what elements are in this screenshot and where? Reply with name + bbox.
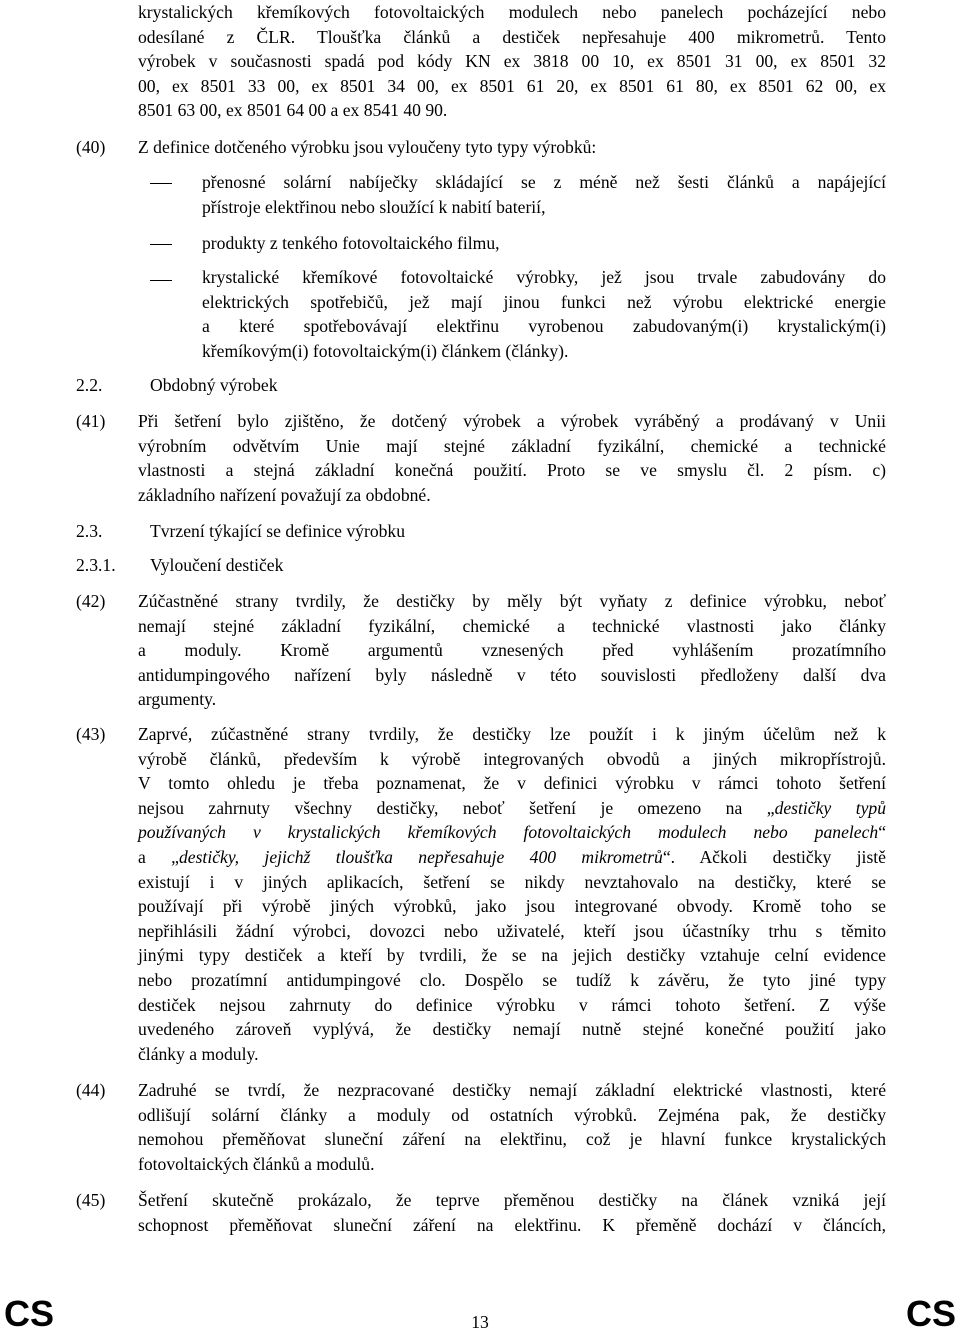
paragraph-number: (43): [76, 724, 106, 744]
quote-close: “: [878, 822, 886, 843]
text-line: jinými typy destiček a kteří by tvrdili, že se na jejich destičky vztahuje celní evidence: [138, 945, 886, 966]
bullet-item: [202, 265, 886, 363]
text-line: nemohou přeměňovat sluneční záření na elektřinu, což je hlavní funkce krystalických: [138, 1129, 886, 1150]
bullet-item: [202, 170, 886, 219]
section-number: 2.3.: [76, 521, 103, 541]
text-line: uvedeného zároveň vyplývá, že destičky nemají nutně stejné konečné použití jako: [138, 1019, 886, 1040]
text-line: Z definice dotčeného výrobku jsou vyloučeny tyto typy výrobků:: [138, 137, 597, 157]
text-fragment: “. Ačkoli destičky jistě: [662, 846, 886, 867]
text-line: produkty z tenkého fotovoltaického filmu,: [202, 233, 500, 253]
section-number: 2.2.: [76, 375, 103, 395]
paragraph-number: (41): [76, 411, 106, 431]
section-title: Obdobný výrobek: [150, 375, 278, 395]
text-line: krystalické křemíkové fotovoltaické výrobky, jež jsou trvale zabudovány do: [202, 267, 886, 287]
section-number: 2.3.1.: [76, 555, 116, 575]
text-line: [138, 820, 886, 845]
text-line: používají při výrobě jiných výrobků, jako jsou integrované obvody. Kromě toho se: [138, 896, 886, 917]
section-heading: [76, 373, 278, 398]
paragraph-41: [138, 409, 886, 507]
text-line: Zadruhé se tvrdí, že nezpracované destičky nemají základní elektrické vlastnosti, které: [138, 1080, 886, 1100]
text-line: články a moduly.: [138, 1043, 259, 1064]
paragraph-number: (44): [76, 1080, 106, 1100]
text-line: základního nařízení považují za obdobné.: [138, 484, 431, 505]
text-line: Zúčastněné strany tvrdily, že destičky by měly být vyňaty z definice výrobku, neboť: [138, 591, 886, 611]
text-line: 8501 63 00, ex 8501 64 00 a ex 8541 40 90.: [138, 100, 448, 121]
text-line: antidumpingového nařízení byly následně v této souvislosti předloženy další dva: [138, 664, 886, 685]
section-title: Vyloučení destiček: [150, 555, 284, 575]
text-line: odesílané z ČLR. Tloušťka článků a destiček nepřesahuje 400 mikrometrů. Tento: [138, 26, 886, 47]
dash-bullet: [150, 183, 172, 184]
text-line: elektrických spotřebičů, jež mají jinou funkci než výrobu elektrické energie: [202, 291, 886, 312]
text-line: [138, 845, 886, 870]
paragraph-number: (42): [76, 591, 106, 611]
paragraph-44: [138, 1078, 886, 1176]
paragraph-43: [138, 722, 886, 1066]
text-line: krystalických křemíkových fotovoltaických modulech nebo panelech pocházející nebo: [138, 2, 886, 22]
text-line: vlastnosti a stejná základní konečná použití. Proto se ve smyslu čl. 2 písm. c): [138, 460, 886, 481]
quote-open: „: [766, 797, 775, 818]
page-number: 13: [471, 1312, 489, 1332]
paragraph-40: [138, 135, 886, 160]
text-line: Šetření skutečně prokázalo, že teprve přeměnou destičky na článek vzniká její: [138, 1190, 886, 1210]
text-line: výrobek v současnosti spadá pod kódy KN ex 3818 00 10, ex 8501 31 00, ex 8501 32: [138, 51, 886, 72]
quote-open: „: [171, 846, 179, 867]
text-line: přenosné solární nabíječky skládající se z méně než šesti článků a napájející: [202, 172, 886, 192]
text-line: nepřihlásili žádní výrobci, dovozci nebo uživatelé, kteří jsou účastníky trhu s těmito: [138, 920, 886, 941]
text-line: [138, 796, 886, 821]
footer-language-code-left: CS: [4, 1293, 55, 1334]
footer-language-code-right: CS: [905, 1293, 956, 1334]
text-fragment: a: [138, 846, 146, 867]
text-line: existují i v jiných aplikacích, šetření se nikdy nevztahovalo na destičky, které se: [138, 871, 886, 892]
quoted-term: používaných v krystalických křemíkových fotovoltaických modulech nebo panelech: [138, 822, 879, 843]
text-line: a moduly. Kromě argumentů vznesených před vyhlášením prozatímního: [138, 640, 886, 661]
quoted-term: destičky typů: [774, 797, 886, 818]
text-line: V tomto ohledu je třeba poznamenat, že v definici výrobku v rámci tohoto šetření: [138, 773, 886, 794]
text-line: fotovoltaických článků a modulů.: [138, 1153, 375, 1174]
intro-paragraph: [138, 0, 886, 123]
text-line: 00, ex 8501 33 00, ex 8501 34 00, ex 8501 61 20, ex 8501 61 80, ex 8501 62 00, ex: [138, 75, 886, 96]
dash-bullet: [150, 280, 172, 281]
text-fragment: nejsou zahrnuty všechny destičky, neboť šetření je omezeno na: [138, 797, 743, 818]
text-line: destiček nejsou zahrnuty do definice výrobku v rámci tohoto šetření. Z výše: [138, 994, 886, 1015]
paragraph-number: (45): [76, 1190, 106, 1210]
text-line: křemíkovým(i) fotovoltaickým(i) článkem (články).: [202, 340, 569, 361]
paragraph-number: (40): [76, 137, 106, 157]
text-line: nemají stejné základní fyzikální, chemické a technické vlastnosti jako články: [138, 615, 886, 636]
text-line: odlišují solární články a moduly od ostatních výrobků. Zejména pak, že destičky: [138, 1104, 886, 1125]
text-line: a které spotřebovávají elektřinu vyrobenou zabudovaným(i) krystalickým(i): [202, 316, 886, 337]
section-heading: [76, 553, 283, 578]
text-line: nebo prozatímní antidumpingové clo. Dospělo se tudíž k závěru, že tyto jiné typy: [138, 969, 886, 990]
section-heading: [76, 519, 405, 544]
text-line: Zaprvé, zúčastněné strany tvrdily, že destičky lze použít i k jiným účelům než k: [138, 724, 886, 744]
section-title: Tvrzení týkající se definice výrobku: [150, 521, 406, 541]
text-line: Při šetření bylo zjištěno, že dotčený výrobek a výrobek vyráběný a prodávaný v Unii: [138, 411, 886, 431]
quoted-term: destičky, jejichž tloušťka nepřesahuje 400 mikrometrů: [178, 846, 663, 867]
paragraph-42: [138, 589, 886, 712]
text-line: argumenty.: [138, 689, 217, 710]
paragraph-45: [138, 1188, 886, 1237]
text-line: schopnost přeměňovat sluneční záření na elektřinu. K přeměně dochází v článcích,: [138, 1214, 886, 1235]
text-line: přístroje elektřinou nebo sloužící k nabití baterií,: [202, 196, 546, 217]
text-line: výrobě článků, především k výrobě integrovaných obvodů a jiných mikropřístrojů.: [138, 748, 886, 769]
bullet-item: [202, 231, 886, 256]
text-line: výrobním odvětvím Unie mají stejné základní fyzikální, chemické a technické: [138, 435, 886, 456]
dash-bullet: [150, 244, 172, 245]
